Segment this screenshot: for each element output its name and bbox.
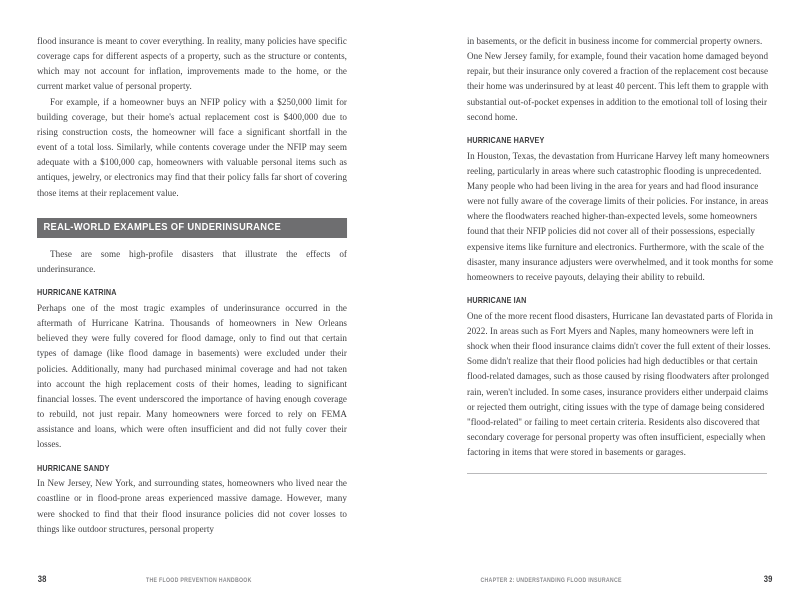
page-right xyxy=(405,0,810,608)
page-number-left: 38 xyxy=(37,574,47,584)
page-number-right: 39 xyxy=(763,574,773,584)
section-banner-title: REAL-WORLD EXAMPLES OF UNDERINSURANCE xyxy=(43,221,282,233)
paragraph-hurricane-ian: One of the more recent flood disasters, Hurricane Ian devastated parts of Florida in 2022. In areas such as Fort Myers and Naples, many homeowners were left in shock when their flood insurance claims didn't cover the full extent of their losses. Some didn't realize that their flood policies had high deductibles or that certain flood-related damages, such as those caused by rising floodwaters after prolonged rain, weren't included. In some cases, insurance providers either underpaid claims or rejected them outright, citing issues with the type of damage being considered "flood-related" or failing to meet certain criteria. Residents also discovered that secondary coverage for personal property was often insufficient, especially when factoring in items that were stored in basements or garages. xyxy=(467,310,773,458)
left-page-footer xyxy=(0,560,405,608)
paragraph-continued: flood insurance is meant to cover everything. In reality, many policies have specific coverage caps for different aspects of a property, such as the structure or contents, which may not account for inflation, improvements made to the home, or the current market value of personal property. xyxy=(37,36,347,92)
paragraph-hurricane-katrina: Perhaps one of the most tragic examples of underinsurance occurred in the aftermath of Hurricane Katrina. Thousands of homeowners in New Orleans believed they were fully covered for flood damage, only to find out that certain types of damage (like flood damage in basements) were excluded under their policies. Additionally, many had purchased minimal coverage and had not taken into account the high replacement costs of their homes, leading to significant financial losses. The event underscored the importance of having enough coverage to rebuild, not just repair. Many homeowners were forced to rely on FEMA assistance and loans, which were often insufficient and did not fully cover their losses. xyxy=(37,302,347,450)
right-page-text-column xyxy=(467,34,777,534)
paragraph-hurricane-harvey: In Houston, Texas, the devastation from Hurricane Harvey left many homeowners reeling, particularly in areas where such catastrophic flooding is unprecedented. Many people who had been living in the area for years and had flood insurance were not fully aware of the coverage limits of their policies. For instance, in areas where the floodwaters reached higher-than-expected levels, some homeowners found that their NFIP policies did not cover all of their possessions, especially expensive items like furniture and electronics. Furthermore, with the scale of the disaster, many insurance adjusters were overwhelmed, and it took months for some homeowners to receive payouts, delaying their ability to rebuild. xyxy=(467,150,774,282)
left-page-text-column xyxy=(37,34,347,534)
paragraph-example: For example, if a homeowner buys an NFIP policy with a $250,000 limit for building coverage, but their home's actual replacement cost is $400,000 due to rising construction costs, the homeowner will face a significant shortfall in the event of a total loss. Similarly, while contents coverage under the NFIP may seem adequate with a $100,000 cap, homeowners with valuable personal items such as antiques, jewelry, or electronics may find that their policy falls far short of covering those items at their replacement value. xyxy=(37,96,347,198)
running-head-left: THE FLOOD PREVENTION HANDBOOK xyxy=(146,577,253,584)
subheading-hurricane-sandy: HURRICANE SANDY xyxy=(37,462,110,473)
subheading-hurricane-ian: HURRICANE IAN xyxy=(467,295,527,306)
paragraph-continued-right: in basements, or the deficit in business income for commercial property owners. One New Jersey family, for example, found their vacation home damaged beyond repair, but their insurance only covered a fraction of the replacement cost because their home was underinsured by at least 40 percent. This left them to grapple with substantial out-of-pocket expenses in addition to the emotional toll of losing their second home. xyxy=(467,36,769,122)
section-divider-rule xyxy=(467,473,767,474)
subheading-hurricane-katrina: HURRICANE KATRINA xyxy=(37,287,117,298)
running-head-right: CHAPTER 2: UNDERSTANDING FLOOD INSURANCE xyxy=(480,577,622,584)
section-banner xyxy=(37,218,347,238)
subheading-hurricane-harvey: HURRICANE HARVEY xyxy=(467,134,545,145)
section-intro-paragraph: These are some high-profile disasters that illustrate the effects of underinsurance. xyxy=(37,248,347,275)
right-page-footer xyxy=(405,560,810,608)
paragraph-hurricane-sandy: In New Jersey, New York, and surrounding states, homeowners who lived near the coastline or in flood-prone areas experienced massive damage. However, many were shocked to find that their flood insurance policies did not cover losses to things like outdoor structures, personal property xyxy=(37,478,347,534)
